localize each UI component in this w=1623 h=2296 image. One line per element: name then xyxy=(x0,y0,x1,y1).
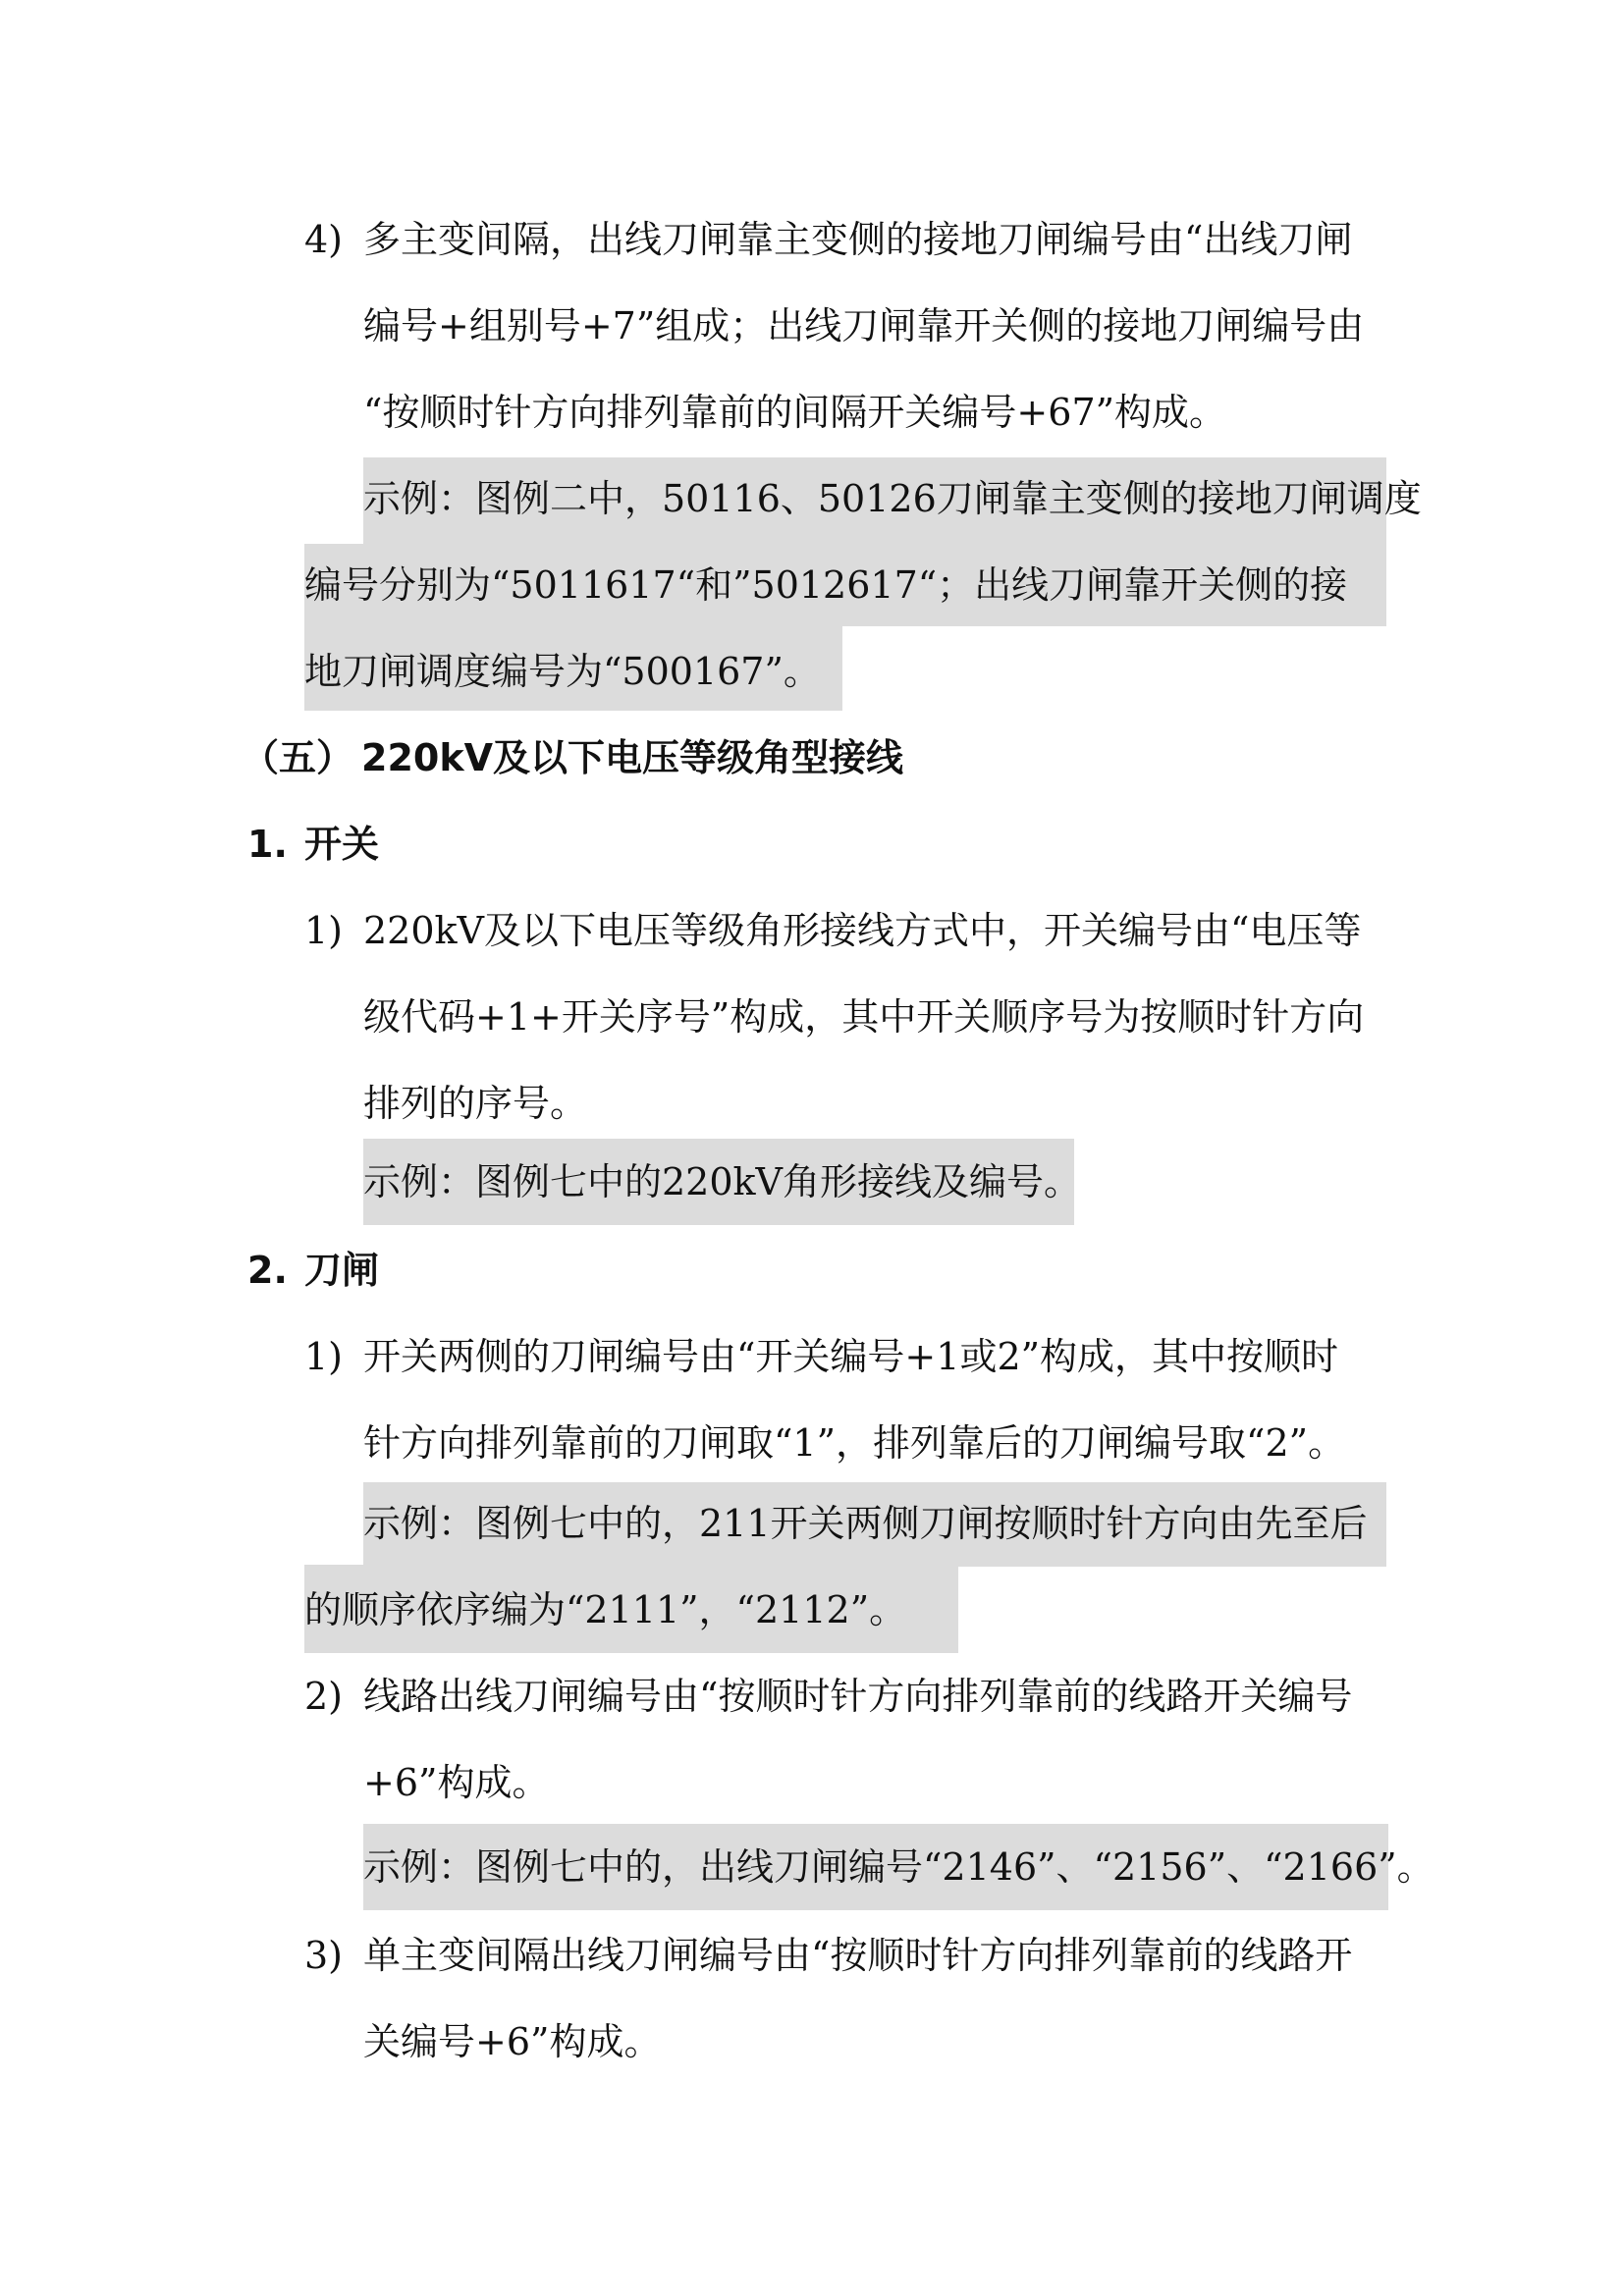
heading-2-item-1-line-2: 针方向排列靠前的刀闸取“1”，排列靠后的刀闸编号取“2”。 xyxy=(363,1421,1346,1465)
heading-1-item-1-line-2: 级代码+1+开关序号”构成，其中开关顺序号为按顺时针方向 xyxy=(363,995,1365,1039)
heading-1-item-1-line-1: 220kV及以下电压等级角形接线方式中，开关编号由“电压等 xyxy=(363,909,1362,952)
heading-1-item-1-number: 1) xyxy=(304,909,344,952)
item-4-example-line-2: 编号分别为“5011617“和”5012617“；出线刀闸靠开关侧的接 xyxy=(304,563,1348,607)
heading-1-item-1-example: 示例：图例七中的220kV角形接线及编号。 xyxy=(363,1160,1082,1203)
section-5-title: 220kV及以下电压等级角型接线 xyxy=(361,736,904,779)
heading-2-item-3-number: 3) xyxy=(304,1934,344,1977)
heading-2-title: 刀闸 xyxy=(304,1249,380,1292)
heading-2-item-1-line-1: 开关两侧的刀闸编号由“开关编号+1或2”构成，其中按顺时 xyxy=(363,1335,1339,1378)
heading-2-number: 2. xyxy=(247,1249,288,1292)
heading-2-item-1-example-line-1: 示例：图例七中的，211开关两侧刀闸按顺时针方向由先至后 xyxy=(363,1502,1368,1545)
item-4-number: 4) xyxy=(304,218,344,261)
section-5-number: （五） xyxy=(242,736,354,779)
heading-2-item-2-example: 示例：图例七中的，出线刀闸编号“2146”、“2156”、“2166”。 xyxy=(363,1845,1434,1889)
heading-2-item-2-number: 2) xyxy=(304,1675,344,1718)
heading-1-title: 开关 xyxy=(304,823,380,866)
item-4-line-2: 编号+组别号+7”组成；出线刀闸靠开关侧的接地刀闸编号由 xyxy=(363,304,1365,347)
item-4-line-1: 多主变间隔，出线刀闸靠主变侧的接地刀闸编号由“出线刀闸 xyxy=(363,218,1353,261)
heading-2-item-3-line-1: 单主变间隔出线刀闸编号由“按顺时针方向排列靠前的线路开 xyxy=(363,1934,1353,1977)
heading-2-item-2-line-2: +6”构成。 xyxy=(363,1761,550,1804)
heading-1-number: 1. xyxy=(247,823,288,866)
item-4-example-line-3: 地刀闸调度编号为“500167”。 xyxy=(304,650,821,693)
heading-1-item-1-line-3: 排列的序号。 xyxy=(363,1082,588,1125)
heading-2-item-1-example-line-2: 的顺序依序编为“2111”，“2112”。 xyxy=(304,1588,907,1631)
item-4-example-line-1: 示例：图例二中，50116、50126刀闸靠主变侧的接地刀闸调度 xyxy=(363,477,1422,520)
item-4-line-3: “按顺时针方向排列靠前的间隔开关编号+67”构成。 xyxy=(363,391,1227,434)
heading-2-item-1-number: 1) xyxy=(304,1335,344,1378)
heading-2-item-2-line-1: 线路出线刀闸编号由“按顺时针方向排列靠前的线路开关编号 xyxy=(363,1675,1353,1718)
heading-2-item-3-line-2: 关编号+6”构成。 xyxy=(363,2020,662,2063)
